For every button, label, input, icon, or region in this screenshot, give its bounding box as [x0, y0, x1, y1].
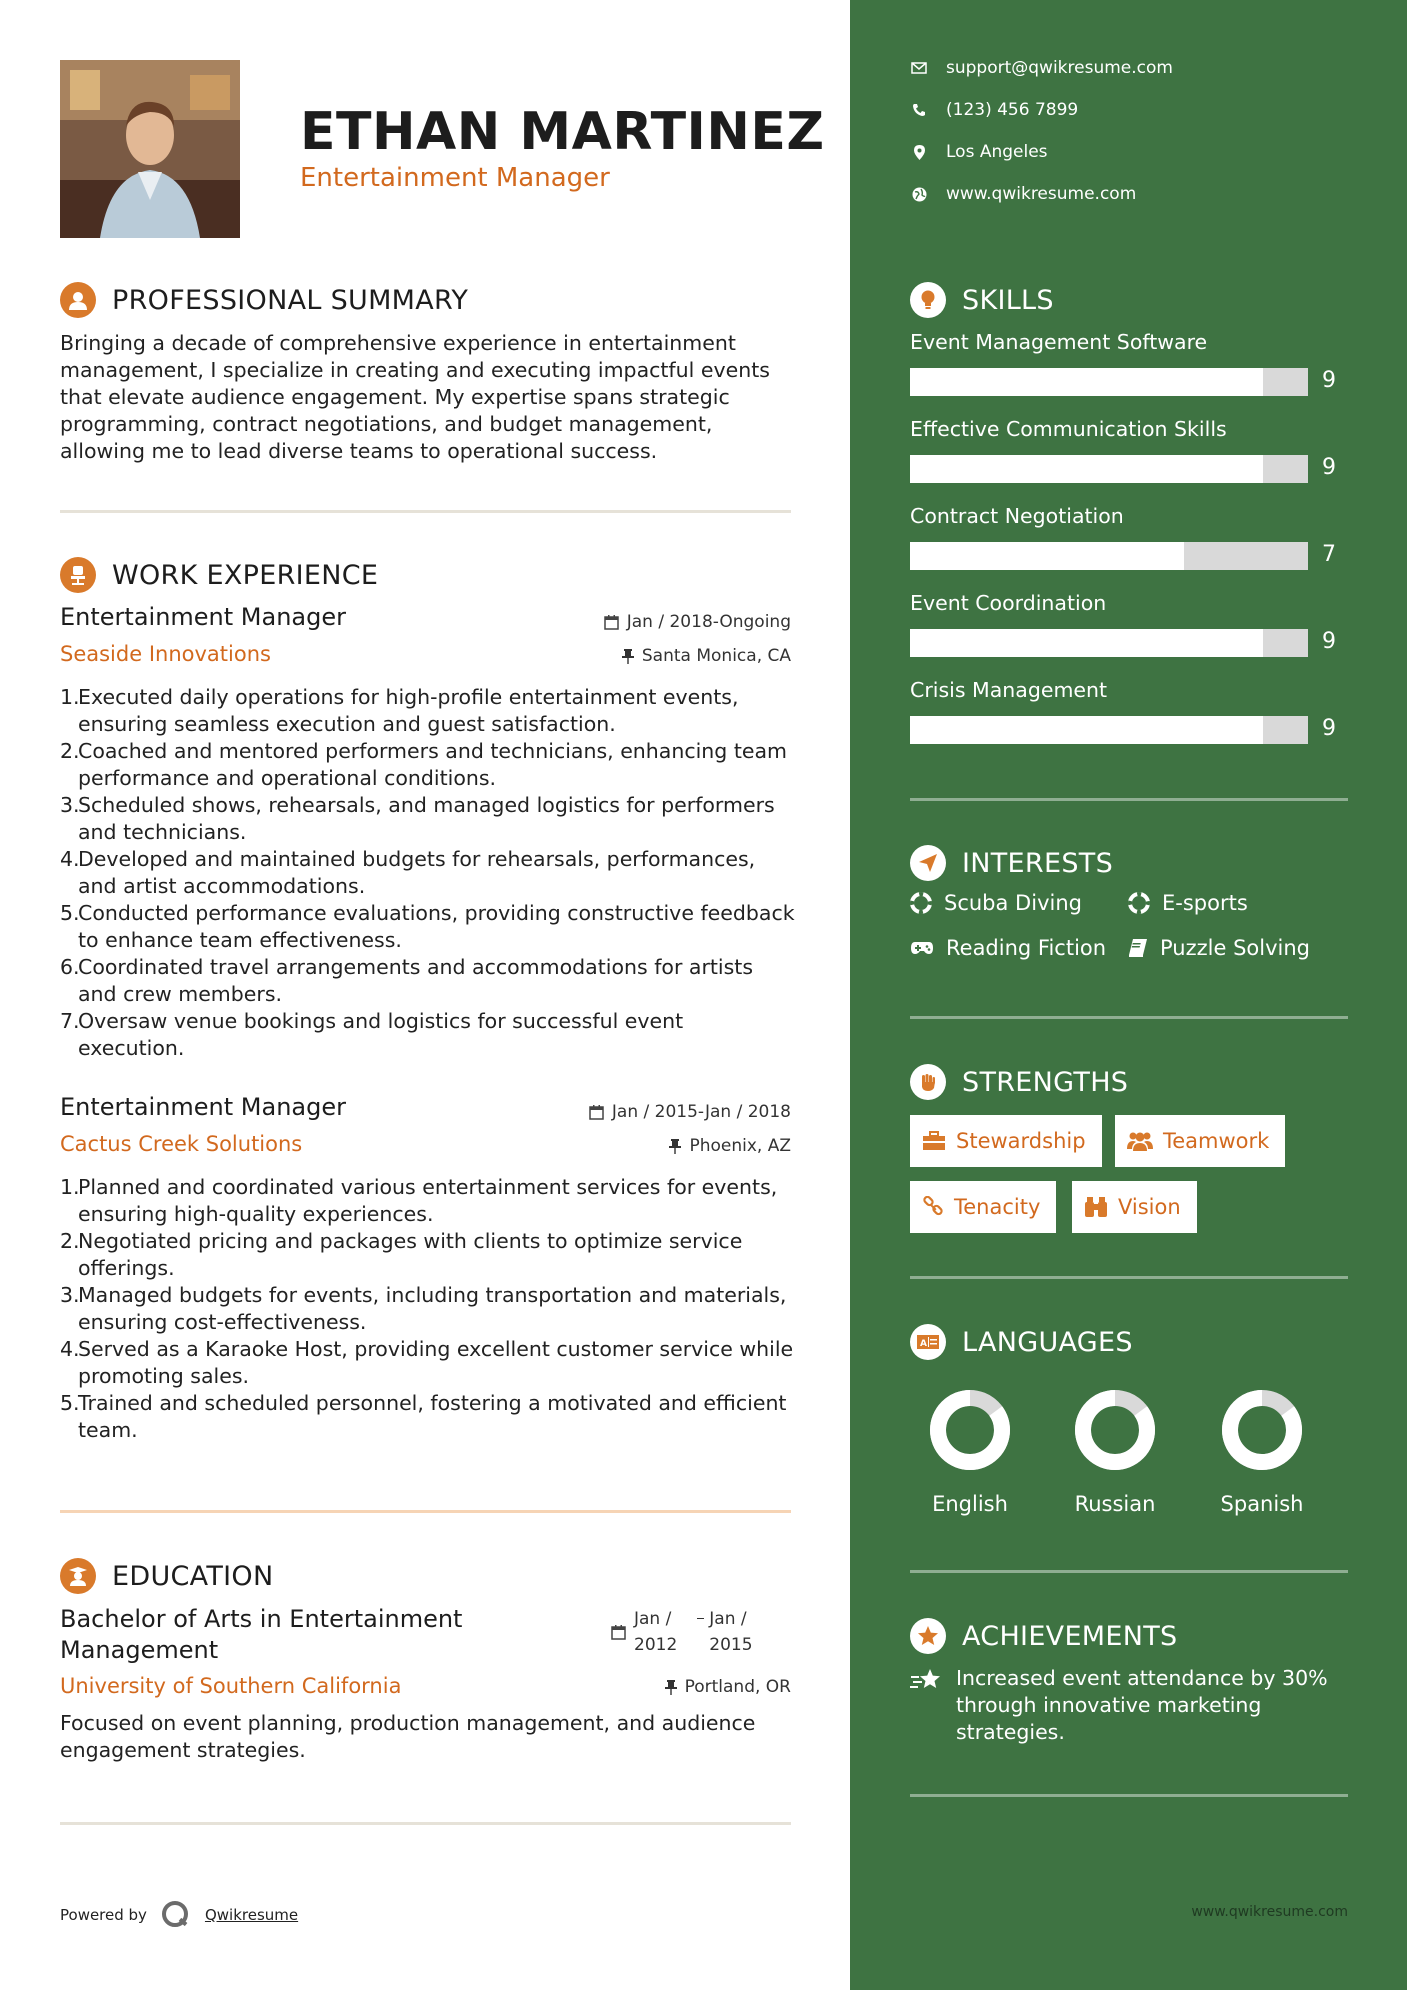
- duty-number: 7.: [60, 1009, 80, 1033]
- contact-website[interactable]: [910, 184, 1136, 204]
- section-title: EDUCATION: [112, 1560, 274, 1592]
- briefcase-icon: [922, 1131, 946, 1151]
- skill-bar-fill: [910, 542, 1184, 570]
- start-date-line: Jan /: [634, 1609, 672, 1629]
- end-date: [701, 1606, 752, 1658]
- duty-text: Coordinated travel arrangements and accommodations for artists and crew members.: [78, 955, 754, 1006]
- skill-value: 9: [1322, 455, 1336, 480]
- section-title: WORK EXPERIENCE: [112, 559, 379, 591]
- strength-badge: [910, 1115, 1102, 1167]
- contact-email[interactable]: [910, 58, 1173, 78]
- candidate-name: ETHAN MARTINEZ: [300, 102, 825, 162]
- degree-line: Bachelor of Arts in Entertainment: [60, 1605, 463, 1633]
- interest-item: [1128, 891, 1248, 915]
- strengths-heading: [910, 1064, 1128, 1100]
- strength-label: Vision: [1118, 1195, 1181, 1219]
- achievements-heading: [910, 1618, 1178, 1654]
- job-title: Entertainment Manager: [60, 1093, 347, 1121]
- duty-number: 6.: [60, 955, 80, 979]
- duty-text: Coached and mentored performers and technicians, enhancing team performance and operational conditions.: [78, 739, 788, 790]
- summary-text: Bringing a decade of comprehensive experience in entertainment management, I specialize in creating and executing impactful events that elevate audience engagement. My expertise spans strategic programming, contract negotiations, and budget management, allowing me to lead diverse teams to operational success.: [60, 331, 770, 463]
- education-location: [665, 1677, 791, 1697]
- duty-text: Managed budgets for events, including transportation and materials, ensuring cost-effectiveness.: [78, 1283, 787, 1334]
- strength-badge: [1072, 1181, 1197, 1233]
- end-date-line: 2015: [709, 1635, 753, 1655]
- gamepad-icon: [910, 940, 934, 956]
- strength-badge: [1115, 1115, 1285, 1167]
- lifebuoy-icon: [910, 892, 932, 914]
- duty-text: Scheduled shows, rehearsals, and managed logistics for performers and technicians.: [78, 793, 775, 844]
- duty-item: [60, 954, 795, 1008]
- job-company: Seaside Innovations: [60, 642, 271, 666]
- duty-number: 4.: [60, 847, 80, 871]
- divider: [910, 1794, 1348, 1797]
- duty-text: Oversaw venue bookings and logistics for successful event execution.: [78, 1009, 684, 1060]
- interest-label: Puzzle Solving: [1160, 936, 1310, 960]
- interest-label: E-sports: [1162, 891, 1248, 915]
- duty-text: Executed daily operations for high-profile entertainment events, ensuring seamless execution and guest satisfaction.: [78, 685, 739, 736]
- duty-text: Conducted performance evaluations, providing constructive feedback to enhance team effectiveness.: [78, 901, 795, 952]
- contact-phone[interactable]: [910, 100, 1078, 120]
- job-dates-text: Jan / 2018-Ongoing: [626, 612, 791, 632]
- interests-heading: [910, 845, 1113, 881]
- graduate-icon: [60, 1558, 96, 1594]
- skill-bar: [910, 455, 1308, 483]
- section-title: STRENGTHS: [962, 1066, 1129, 1098]
- date-separator: [697, 1618, 704, 1619]
- interest-label: Reading Fiction: [946, 936, 1107, 960]
- language-label: English: [932, 1492, 1008, 1516]
- calendar-icon: [604, 615, 619, 630]
- skill-bar-fill: [910, 716, 1263, 744]
- language-label: Spanish: [1220, 1492, 1304, 1516]
- paper-plane-icon: [910, 845, 946, 881]
- skill-value: 9: [1322, 368, 1336, 393]
- skill-bar: [910, 542, 1308, 570]
- job-dates-text: Jan / 2015-Jan / 2018: [611, 1102, 791, 1122]
- start-date-line: 2012: [634, 1635, 678, 1655]
- svg-text:A: A: [920, 1339, 927, 1349]
- duty-number: 3.: [60, 1283, 80, 1307]
- duty-number: 1.: [60, 1175, 80, 1199]
- fist-icon: [910, 1064, 946, 1100]
- duty-number: 5.: [60, 901, 80, 925]
- duty-number: 1.: [60, 685, 80, 709]
- skill-name: Effective Communication Skills: [910, 417, 1227, 441]
- strength-label: Tenacity: [954, 1195, 1041, 1219]
- powered-by: [60, 1900, 298, 1930]
- translate-icon: [910, 1324, 946, 1360]
- phone-text: (123) 456 7899: [946, 100, 1079, 120]
- shooting-star-icon: [910, 1667, 942, 1697]
- duty-number: 3.: [60, 793, 80, 817]
- duty-text: Negotiated pricing and packages with clients to optimize service offerings.: [78, 1229, 743, 1280]
- contact-location: [910, 142, 1048, 162]
- qwikresume-link[interactable]: Qwikresume: [204, 1906, 299, 1924]
- lifebuoy-icon: [1128, 892, 1150, 914]
- duty-number: 4.: [60, 1337, 80, 1361]
- duty-number: 5.: [60, 1391, 80, 1415]
- languages-heading: [910, 1324, 1133, 1360]
- start-date: [634, 1606, 677, 1658]
- skill-bar: [910, 716, 1308, 744]
- language-donut: [1220, 1388, 1304, 1472]
- duty-item: [60, 792, 795, 846]
- duty-text: Trained and scheduled personnel, fostering a motivated and efficient team.: [78, 1391, 787, 1442]
- qwikresume-logo-icon: [161, 1900, 191, 1930]
- achievement-text: Increased event attendance by 30% through innovative marketing strategies.: [956, 1666, 1328, 1744]
- job-company: Cactus Creek Solutions: [60, 1132, 303, 1156]
- education-location-text: Portland, OR: [684, 1677, 791, 1697]
- skill-bar-fill: [910, 368, 1263, 396]
- skill-bar: [910, 368, 1308, 396]
- pin-icon: [622, 649, 634, 664]
- job-dates: [604, 612, 791, 632]
- skill-bar-fill: [910, 455, 1263, 483]
- interest-item: [1128, 936, 1310, 960]
- divider: [60, 1822, 791, 1825]
- job-duties-list: [60, 1174, 795, 1444]
- users-icon: [1127, 1131, 1153, 1151]
- skill-value: 7: [1322, 542, 1336, 567]
- strength-badge: [910, 1181, 1056, 1233]
- duty-item: [60, 1008, 795, 1062]
- section-title: ACHIEVEMENTS: [962, 1620, 1178, 1652]
- divider: [60, 1510, 791, 1513]
- job-location-text: Phoenix, AZ: [689, 1136, 791, 1156]
- calendar-icon: [611, 1625, 626, 1640]
- divider: [910, 798, 1348, 801]
- interest-item: [910, 891, 1082, 915]
- duty-item: [60, 684, 795, 738]
- section-title: SKILLS: [962, 284, 1054, 316]
- duty-number: 2.: [60, 1229, 80, 1253]
- job-duties-list: [60, 684, 795, 1062]
- degree-line: Management: [60, 1636, 219, 1664]
- skill-name: Crisis Management: [910, 678, 1108, 702]
- experience-heading: [60, 557, 378, 593]
- powered-by-label: Powered by: [60, 1906, 147, 1924]
- calendar-icon: [589, 1105, 604, 1120]
- skill-value: 9: [1322, 716, 1336, 741]
- duty-item: [60, 1390, 795, 1444]
- website-text: www.qwikresume.com: [946, 184, 1137, 204]
- email-text: support@qwikresume.com: [946, 58, 1173, 78]
- section-title: PROFESSIONAL SUMMARY: [112, 284, 469, 316]
- degree-title: [60, 1604, 462, 1666]
- divider: [910, 1276, 1348, 1279]
- language-donut: [928, 1388, 1012, 1472]
- link-icon: [922, 1196, 944, 1218]
- star-icon: [910, 1618, 946, 1654]
- duty-number: 2.: [60, 739, 80, 763]
- duty-item: [60, 900, 795, 954]
- end-date-line: Jan /: [709, 1609, 747, 1629]
- interest-label: Scuba Diving: [944, 891, 1082, 915]
- footer-url[interactable]: www.qwikresume.com: [1191, 1904, 1348, 1920]
- job-location: [622, 646, 791, 666]
- skill-name: Event Management Software: [910, 330, 1208, 354]
- education-dates: [611, 1606, 753, 1658]
- binoculars-icon: [1084, 1196, 1108, 1218]
- skill-name: Event Coordination: [910, 591, 1107, 615]
- duty-item: [60, 1174, 795, 1228]
- job-dates: [589, 1102, 791, 1122]
- candidate-role: Entertainment Manager: [300, 163, 610, 193]
- duty-text: Planned and coordinated various entertainment services for events, ensuring high-quality experiences.: [78, 1175, 778, 1226]
- section-title: INTERESTS: [962, 847, 1114, 879]
- location-text: Los Angeles: [946, 142, 1048, 162]
- skills-heading: [910, 282, 1054, 318]
- duty-item: [60, 1336, 795, 1390]
- profile-photo: [60, 60, 240, 238]
- book-icon: [1128, 938, 1148, 958]
- duty-item: [60, 1282, 795, 1336]
- strength-label: Stewardship: [956, 1129, 1086, 1153]
- pin-icon: [669, 1139, 681, 1154]
- strength-label: Teamwork: [1163, 1129, 1270, 1153]
- school-name: University of Southern California: [60, 1674, 402, 1698]
- section-title: LANGUAGES: [962, 1326, 1133, 1358]
- envelope-icon: [910, 62, 928, 74]
- duty-text: Developed and maintained budgets for rehearsals, performances, and artist accommodations.: [78, 847, 756, 898]
- globe-icon: [910, 187, 928, 202]
- skill-name: Contract Negotiation: [910, 504, 1124, 528]
- divider: [910, 1570, 1348, 1573]
- duty-text: Served as a Karaoke Host, providing excellent customer service while promoting sales.: [78, 1337, 794, 1388]
- duty-item: [60, 846, 795, 900]
- lightbulb-icon: [910, 282, 946, 318]
- skill-bar: [910, 629, 1308, 657]
- chair-icon: [60, 557, 96, 593]
- interest-item: [910, 936, 1106, 960]
- pin-icon: [665, 1680, 677, 1695]
- divider: [60, 510, 791, 513]
- divider: [910, 1016, 1348, 1019]
- map-pin-icon: [910, 145, 928, 160]
- education-text: Focused on event planning, production management, and audience engagement strategies.: [60, 1711, 756, 1762]
- job-title: Entertainment Manager: [60, 603, 347, 631]
- job-location: [669, 1136, 791, 1156]
- phone-icon: [910, 103, 928, 117]
- job-location-text: Santa Monica, CA: [641, 646, 791, 666]
- skill-bar-fill: [910, 629, 1263, 657]
- language-label: Russian: [1074, 1492, 1156, 1516]
- user-icon: [60, 282, 96, 318]
- skill-value: 9: [1322, 629, 1336, 654]
- duty-item: [60, 738, 795, 792]
- summary-heading: [60, 282, 468, 318]
- duty-item: [60, 1228, 795, 1282]
- language-donut: [1073, 1388, 1157, 1472]
- education-heading: [60, 1558, 273, 1594]
